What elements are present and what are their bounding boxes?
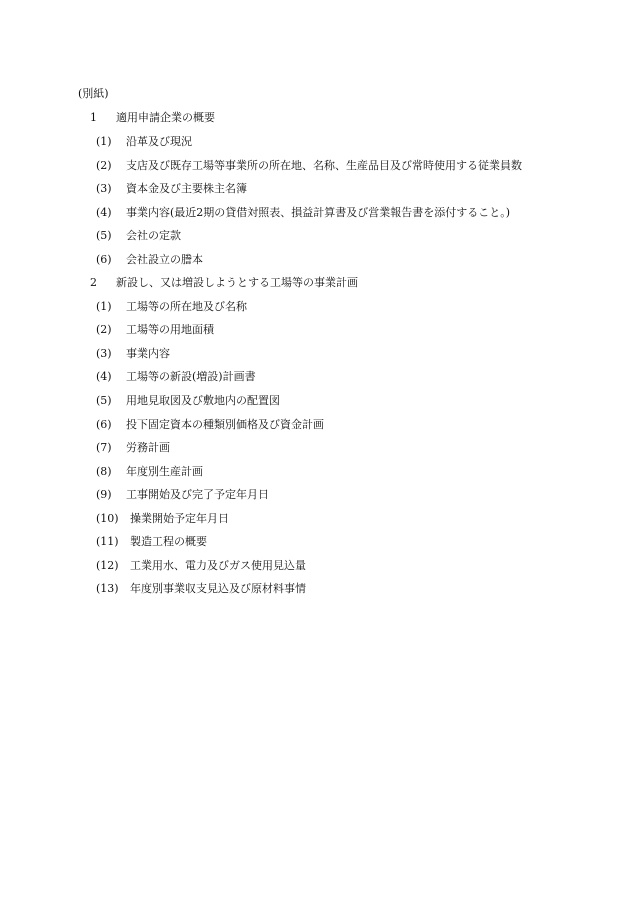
list-item [96, 347, 170, 361]
item-number: (6) [96, 253, 112, 266]
list-item [96, 135, 192, 149]
list-item [96, 394, 280, 408]
item-text: 工業用水、電力及びガス使用見込量 [130, 559, 306, 572]
item-text: 事業内容 [126, 347, 170, 360]
section-heading-1 [90, 111, 215, 125]
item-number: (7) [96, 441, 112, 454]
list-item [96, 488, 269, 502]
list-item [96, 559, 306, 573]
item-number: (3) [96, 347, 112, 360]
item-number: (2) [96, 323, 112, 336]
item-number: (11) [96, 535, 119, 548]
item-text: 沿革及び現況 [126, 135, 192, 148]
list-item [96, 253, 203, 267]
item-text: 工場等の用地面積 [126, 323, 214, 336]
list-item [96, 441, 170, 455]
item-number: (1) [96, 300, 112, 313]
item-number: (1) [96, 135, 112, 148]
item-text: 用地見取図及び敷地内の配置図 [126, 394, 280, 407]
item-text: 労務計画 [126, 441, 170, 454]
item-text: 工場等の新設(増設)計画書 [126, 370, 256, 383]
list-item [96, 535, 207, 549]
list-item [96, 159, 522, 173]
item-number: (13) [96, 582, 119, 595]
item-number: (9) [96, 488, 112, 501]
section-heading-2 [90, 276, 358, 290]
item-number: (8) [96, 465, 112, 478]
list-item [96, 300, 247, 314]
item-number: (3) [96, 182, 112, 195]
item-text: 事業内容(最近2期の貸借対照表、損益計算書及び営業報告書を添付すること。) [126, 206, 511, 219]
item-text: 年度別生産計画 [126, 465, 203, 478]
item-number: (12) [96, 559, 119, 572]
list-item [96, 582, 306, 596]
item-text: 支店及び既存工場等事業所の所在地、名称、生産品目及び常時使用する従業員数 [126, 159, 522, 172]
item-text: 投下固定資本の種類別価格及び資金計画 [126, 418, 324, 431]
list-item [96, 465, 203, 479]
section-number: 1 [90, 111, 97, 124]
list-item [96, 323, 214, 337]
item-number: (4) [96, 206, 112, 219]
item-number: (5) [96, 394, 112, 407]
item-text: 会社設立の謄本 [126, 253, 203, 266]
list-item [96, 370, 256, 384]
section-number: 2 [90, 276, 97, 289]
item-number: (6) [96, 418, 112, 431]
item-number: (4) [96, 370, 112, 383]
item-text: 製造工程の概要 [130, 535, 207, 548]
list-item [96, 206, 510, 220]
list-item [96, 418, 324, 432]
attachment-label: (別紙) [78, 87, 109, 100]
item-text: 操業開始予定年月日 [130, 512, 229, 525]
item-text: 工事開始及び完了予定年月日 [126, 488, 269, 501]
item-text: 工場等の所在地及び名称 [126, 300, 247, 313]
list-item [96, 182, 247, 196]
item-text: 年度別事業収支見込及び原材料事情 [130, 582, 306, 595]
item-number: (2) [96, 159, 112, 172]
item-text: 会社の定款 [126, 229, 181, 242]
section-title: 適用申請企業の概要 [116, 111, 215, 124]
item-text: 資本金及び主要株主名簿 [126, 182, 247, 195]
list-item [96, 512, 229, 526]
list-item [96, 229, 181, 243]
item-number: (10) [96, 512, 119, 525]
item-number: (5) [96, 229, 112, 242]
section-title: 新設し、又は増設しようとする工場等の事業計画 [116, 276, 358, 289]
